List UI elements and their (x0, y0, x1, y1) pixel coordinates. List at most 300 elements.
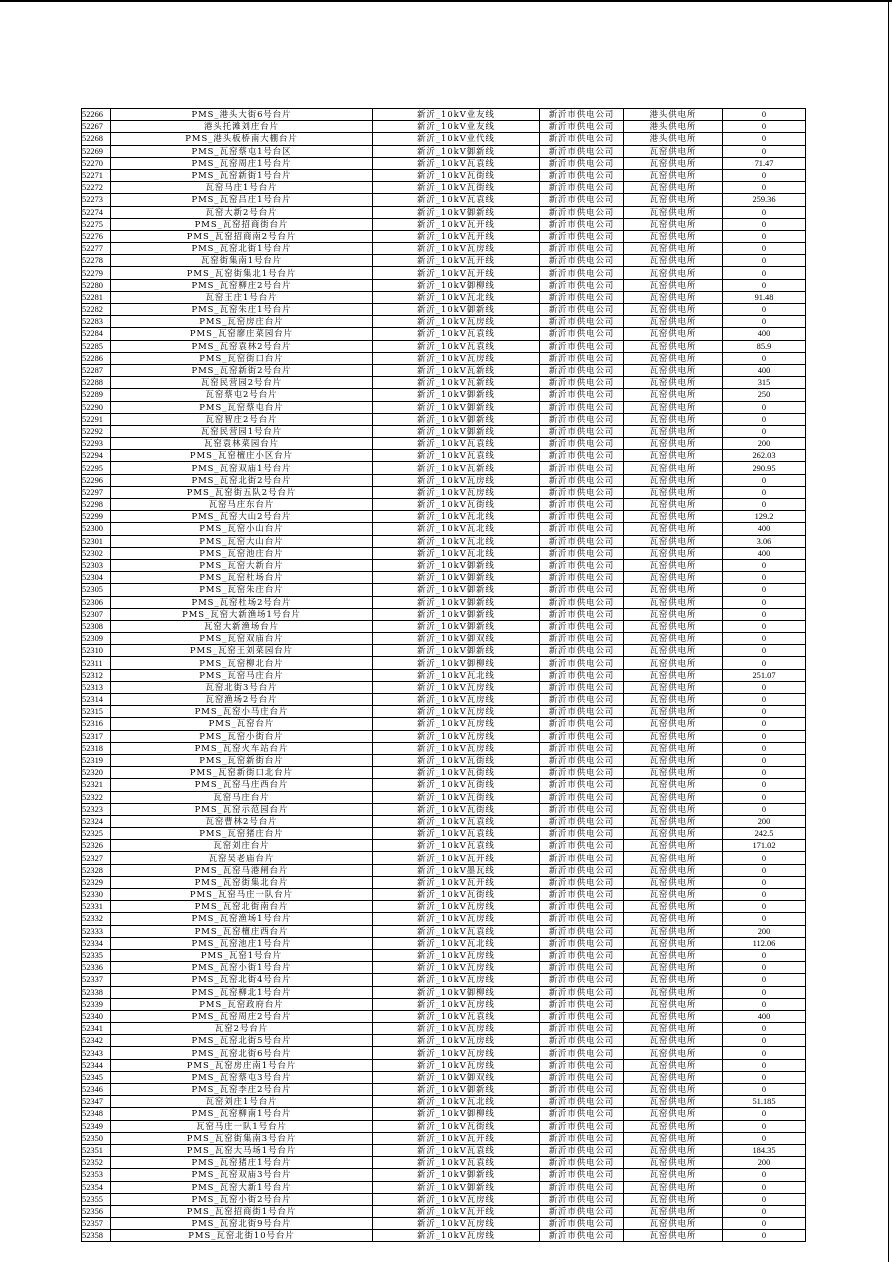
company-cell: 新沂市供电公司 (540, 523, 624, 535)
area-name-cell: PMS_瓦窑房庄南1号台片 (111, 1059, 373, 1071)
value-cell: 0 (723, 267, 806, 279)
value-cell: 0 (723, 633, 806, 645)
station-cell: 瓦窑供电所 (624, 559, 723, 571)
station-cell: 瓦窑供电所 (624, 304, 723, 316)
area-name-cell: PMS_瓦窑台片 (111, 718, 373, 730)
company-cell: 新沂市供电公司 (540, 767, 624, 779)
feeder-line-cell: 新沂_10kV瓦北线 (373, 1096, 540, 1108)
value-cell: 0 (723, 913, 806, 925)
value-cell: 71.47 (723, 157, 806, 169)
row-id-cell: 52311 (82, 657, 111, 669)
feeder-line-cell: 新沂_10kV瓦房线 (373, 718, 540, 730)
area-name-cell: PMS_瓦窑猪庄1号台片 (111, 1157, 373, 1169)
value-cell: 0 (723, 742, 806, 754)
table-row (82, 803, 806, 815)
value-cell: 0 (723, 279, 806, 291)
feeder-line-cell: 新沂_10kV瓦袁线 (373, 438, 540, 450)
company-cell: 新沂市供电公司 (540, 304, 624, 316)
value-cell: 112.06 (723, 937, 806, 949)
row-id-cell: 52308 (82, 620, 111, 632)
area-name-cell: PMS_瓦窑檀庄小区台片 (111, 450, 373, 462)
row-id-cell: 52276 (82, 230, 111, 242)
row-id-cell: 52270 (82, 157, 111, 169)
feeder-line-cell: 新沂_10kV瓦袁线 (373, 1144, 540, 1156)
value-cell: 51.185 (723, 1096, 806, 1108)
value-cell: 259.36 (723, 194, 806, 206)
station-cell: 瓦窑供电所 (624, 547, 723, 559)
company-cell: 新沂市供电公司 (540, 401, 624, 413)
value-cell: 0 (723, 1059, 806, 1071)
station-cell: 瓦窑供电所 (624, 438, 723, 450)
company-cell: 新沂市供电公司 (540, 1230, 624, 1242)
table-row (82, 925, 806, 937)
value-cell: 0 (723, 206, 806, 218)
table-row (82, 828, 806, 840)
area-name-cell: PMS_瓦窑招商街台片 (111, 218, 373, 230)
company-cell: 新沂市供电公司 (540, 194, 624, 206)
table-row (82, 194, 806, 206)
area-name-cell: PMS_瓦窑小马庄台片 (111, 706, 373, 718)
company-cell: 新沂市供电公司 (540, 608, 624, 620)
area-name-cell: PMS_瓦窑柳庄2号台片 (111, 279, 373, 291)
company-cell: 新沂市供电公司 (540, 206, 624, 218)
area-name-cell: PMS_瓦窑新街1号台片 (111, 169, 373, 181)
feeder-line-cell: 新沂_10kV瓦袁线 (373, 450, 540, 462)
value-cell: 0 (723, 486, 806, 498)
value-cell: 0 (723, 620, 806, 632)
area-name-cell: PMS_瓦窑北街2号台片 (111, 474, 373, 486)
value-cell: 200 (723, 1157, 806, 1169)
station-cell: 瓦窑供电所 (624, 377, 723, 389)
value-cell: 0 (723, 255, 806, 267)
value-cell: 0 (723, 1071, 806, 1083)
feeder-line-cell: 新沂_10kV瓦北线 (373, 511, 540, 523)
feeder-line-cell: 新沂_10kV瓦房线 (373, 1023, 540, 1035)
row-id-cell: 52327 (82, 852, 111, 864)
table-row (82, 523, 806, 535)
feeder-line-cell: 新沂_10kV瓦北线 (373, 535, 540, 547)
area-name-cell: PMS_瓦窑袁林2号台片 (111, 340, 373, 352)
company-cell: 新沂市供电公司 (540, 279, 624, 291)
row-id-cell: 52293 (82, 438, 111, 450)
company-cell: 新沂市供电公司 (540, 913, 624, 925)
feeder-line-cell: 新沂_10kV瓦街线 (373, 499, 540, 511)
company-cell: 新沂市供电公司 (540, 169, 624, 181)
station-cell: 瓦窑供电所 (624, 925, 723, 937)
table-row (82, 1169, 806, 1181)
station-cell: 瓦窑供电所 (624, 669, 723, 681)
area-name-cell: 瓦窑智庄2号台片 (111, 413, 373, 425)
area-name-cell: PMS_瓦窑街集北台片 (111, 876, 373, 888)
value-cell: 0 (723, 1205, 806, 1217)
area-name-cell: 瓦窑王庄1号台片 (111, 291, 373, 303)
station-cell: 港头供电所 (624, 133, 723, 145)
feeder-line-cell: 新沂_10kV御双线 (373, 1071, 540, 1083)
station-cell: 瓦窑供电所 (624, 767, 723, 779)
value-cell: 400 (723, 328, 806, 340)
table-row (82, 1132, 806, 1144)
company-cell: 新沂市供电公司 (540, 328, 624, 340)
station-cell: 瓦窑供电所 (624, 681, 723, 693)
station-cell: 瓦窑供电所 (624, 633, 723, 645)
company-cell: 新沂市供电公司 (540, 669, 624, 681)
row-id-cell: 52269 (82, 145, 111, 157)
company-cell: 新沂市供电公司 (540, 291, 624, 303)
company-cell: 新沂市供电公司 (540, 145, 624, 157)
table-row (82, 547, 806, 559)
row-id-cell: 52304 (82, 572, 111, 584)
row-id-cell: 52338 (82, 986, 111, 998)
area-name-cell: 瓦窑袁林菜园台片 (111, 438, 373, 450)
station-cell: 瓦窑供电所 (624, 328, 723, 340)
area-name-cell: PMS_瓦窑北街1号台片 (111, 243, 373, 255)
table-row (82, 206, 806, 218)
row-id-cell: 52288 (82, 377, 111, 389)
station-cell: 瓦窑供电所 (624, 913, 723, 925)
value-cell: 0 (723, 1035, 806, 1047)
feeder-line-cell: 新沂_10kV瓦房线 (373, 1193, 540, 1205)
value-cell: 0 (723, 803, 806, 815)
feeder-line-cell: 新沂_10kV瓦房线 (373, 706, 540, 718)
area-name-cell: PMS_瓦窑街五队2号台片 (111, 486, 373, 498)
company-cell: 新沂市供电公司 (540, 364, 624, 376)
area-name-cell: 瓦窑马庄一队1号台片 (111, 1120, 373, 1132)
feeder-line-cell: 新沂_10kV瓦房线 (373, 998, 540, 1010)
station-cell: 瓦窑供电所 (624, 1205, 723, 1217)
table-row (82, 1144, 806, 1156)
area-name-cell: PMS_瓦窑北街4号台片 (111, 974, 373, 986)
row-id-cell: 52289 (82, 389, 111, 401)
feeder-line-cell: 新沂_10kV瓦开线 (373, 1205, 540, 1217)
row-id-cell: 52279 (82, 267, 111, 279)
area-name-cell: PMS_瓦窑双庙台片 (111, 633, 373, 645)
value-cell: 171.02 (723, 840, 806, 852)
value-cell: 242.5 (723, 828, 806, 840)
company-cell: 新沂市供电公司 (540, 596, 624, 608)
area-name-cell: 瓦窑刘庄台片 (111, 840, 373, 852)
station-cell: 瓦窑供电所 (624, 523, 723, 535)
table-row (82, 474, 806, 486)
feeder-line-cell: 新沂_10kV御新线 (373, 572, 540, 584)
value-cell: 0 (723, 706, 806, 718)
station-cell: 瓦窑供电所 (624, 450, 723, 462)
row-id-cell: 52332 (82, 913, 111, 925)
area-name-cell: PMS_瓦窑蔡屯1号台区 (111, 145, 373, 157)
station-cell: 瓦窑供电所 (624, 949, 723, 961)
value-cell: 0 (723, 730, 806, 742)
feeder-line-cell: 新沂_10kV业友线 (373, 121, 540, 133)
table-row (82, 645, 806, 657)
station-cell: 瓦窑供电所 (624, 230, 723, 242)
feeder-line-cell: 新沂_10kV御新线 (373, 608, 540, 620)
table-row (82, 767, 806, 779)
station-cell: 瓦窑供电所 (624, 194, 723, 206)
station-cell: 瓦窑供电所 (624, 596, 723, 608)
table-row (82, 109, 806, 121)
area-name-cell: PMS_瓦窑池庄1号台片 (111, 937, 373, 949)
company-cell: 新沂市供电公司 (540, 949, 624, 961)
row-id-cell: 52345 (82, 1071, 111, 1083)
station-cell: 瓦窑供电所 (624, 791, 723, 803)
area-name-cell: PMS_瓦窑周庄2号台片 (111, 1010, 373, 1022)
station-cell: 瓦窑供电所 (624, 218, 723, 230)
row-id-cell: 52326 (82, 840, 111, 852)
feeder-line-cell: 新沂_10kV瓦袁线 (373, 840, 540, 852)
station-cell: 瓦窑供电所 (624, 169, 723, 181)
feeder-line-cell: 新沂_10kV御新线 (373, 584, 540, 596)
area-name-cell: PMS_港头板桥南大棚台片 (111, 133, 373, 145)
table-row (82, 1035, 806, 1047)
feeder-line-cell: 新沂_10kV瓦开线 (373, 230, 540, 242)
table-row (82, 754, 806, 766)
feeder-line-cell: 新沂_10kV瓦房线 (373, 901, 540, 913)
feeder-line-cell: 新沂_10kV御双线 (373, 633, 540, 645)
table-row (82, 121, 806, 133)
value-cell: 0 (723, 243, 806, 255)
row-id-cell: 52283 (82, 316, 111, 328)
value-cell: 184.35 (723, 1144, 806, 1156)
company-cell: 新沂市供电公司 (540, 779, 624, 791)
row-id-cell: 52342 (82, 1035, 111, 1047)
row-id-cell: 52328 (82, 864, 111, 876)
table-row (82, 182, 806, 194)
company-cell: 新沂市供电公司 (540, 986, 624, 998)
area-name-cell: 瓦窑马庄1号台片 (111, 182, 373, 194)
value-cell: 0 (723, 718, 806, 730)
feeder-line-cell: 新沂_10kV御新线 (373, 304, 540, 316)
company-cell: 新沂市供电公司 (540, 267, 624, 279)
area-name-cell: PMS_瓦窑1号台片 (111, 949, 373, 961)
company-cell: 新沂市供电公司 (540, 962, 624, 974)
table-row (82, 572, 806, 584)
area-name-cell: PMS_港头大街6号台片 (111, 109, 373, 121)
value-cell: 400 (723, 547, 806, 559)
row-id-cell: 52302 (82, 547, 111, 559)
value-cell: 0 (723, 425, 806, 437)
table-row (82, 742, 806, 754)
company-cell: 新沂市供电公司 (540, 681, 624, 693)
company-cell: 新沂市供电公司 (540, 828, 624, 840)
area-name-cell: PMS_瓦窑双庙1号台片 (111, 462, 373, 474)
feeder-line-cell: 新沂_10kV御新线 (373, 596, 540, 608)
company-cell: 新沂市供电公司 (540, 1144, 624, 1156)
right-border-line (888, 0, 889, 1262)
value-cell: 0 (723, 584, 806, 596)
row-id-cell: 52336 (82, 962, 111, 974)
value-cell: 0 (723, 218, 806, 230)
area-name-cell: PMS_瓦窑街集北1号台片 (111, 267, 373, 279)
feeder-line-cell: 新沂_10kV御新线 (373, 413, 540, 425)
station-cell: 瓦窑供电所 (624, 291, 723, 303)
station-cell: 瓦窑供电所 (624, 889, 723, 901)
station-cell: 瓦窑供电所 (624, 998, 723, 1010)
area-name-cell: PMS_瓦窑柳南1号台片 (111, 1108, 373, 1120)
company-cell: 新沂市供电公司 (540, 255, 624, 267)
area-name-cell: 瓦窑曹林2号台片 (111, 815, 373, 827)
row-id-cell: 52278 (82, 255, 111, 267)
value-cell: 0 (723, 559, 806, 571)
area-name-cell: PMS_瓦窑蔡屯3号台片 (111, 1071, 373, 1083)
table-row (82, 1108, 806, 1120)
row-id-cell: 52300 (82, 523, 111, 535)
table-row (82, 499, 806, 511)
area-name-cell: 瓦窑吴老庙台片 (111, 852, 373, 864)
table-row (82, 1084, 806, 1096)
row-id-cell: 52274 (82, 206, 111, 218)
row-id-cell: 52318 (82, 742, 111, 754)
table-row (82, 1010, 806, 1022)
feeder-line-cell: 新沂_10kV瓦街线 (373, 767, 540, 779)
row-id-cell: 52271 (82, 169, 111, 181)
row-id-cell: 52358 (82, 1230, 111, 1242)
row-id-cell: 52331 (82, 901, 111, 913)
table-row (82, 377, 806, 389)
feeder-line-cell: 新沂_10kV御新线 (373, 645, 540, 657)
table-row (82, 243, 806, 255)
station-cell: 瓦窑供电所 (624, 474, 723, 486)
table-row (82, 706, 806, 718)
row-id-cell: 52272 (82, 182, 111, 194)
row-id-cell: 52295 (82, 462, 111, 474)
table-row (82, 998, 806, 1010)
table-row (82, 791, 806, 803)
row-id-cell: 52301 (82, 535, 111, 547)
feeder-line-cell: 新沂_10kV御新线 (373, 389, 540, 401)
area-name-cell: 瓦窑大新渔场台片 (111, 620, 373, 632)
table-row (82, 596, 806, 608)
value-cell: 0 (723, 864, 806, 876)
feeder-line-cell: 新沂_10kV业友线 (373, 109, 540, 121)
table-row (82, 1218, 806, 1230)
station-cell: 瓦窑供电所 (624, 316, 723, 328)
feeder-line-cell: 新沂_10kV御新线 (373, 1181, 540, 1193)
area-name-cell: PMS_瓦窑街口台片 (111, 352, 373, 364)
value-cell: 0 (723, 316, 806, 328)
row-id-cell: 52314 (82, 694, 111, 706)
station-cell: 瓦窑供电所 (624, 425, 723, 437)
area-name-cell: PMS_瓦窑吕庄1号台片 (111, 194, 373, 206)
station-cell: 瓦窑供电所 (624, 1181, 723, 1193)
table-row (82, 864, 806, 876)
station-cell: 瓦窑供电所 (624, 730, 723, 742)
station-cell: 瓦窑供电所 (624, 255, 723, 267)
row-id-cell: 52320 (82, 767, 111, 779)
station-cell: 瓦窑供电所 (624, 267, 723, 279)
station-cell: 瓦窑供电所 (624, 1193, 723, 1205)
row-id-cell: 52303 (82, 559, 111, 571)
value-cell: 0 (723, 986, 806, 998)
feeder-line-cell: 新沂_10kV瓦房线 (373, 974, 540, 986)
row-id-cell: 52273 (82, 194, 111, 206)
company-cell: 新沂市供电公司 (540, 657, 624, 669)
area-name-cell: PMS_瓦窑政府台片 (111, 998, 373, 1010)
station-cell: 瓦窑供电所 (624, 364, 723, 376)
station-cell: 瓦窑供电所 (624, 1035, 723, 1047)
table-row (82, 1071, 806, 1083)
table-row (82, 413, 806, 425)
area-name-cell: PMS_瓦窑火车站台片 (111, 742, 373, 754)
area-name-cell: PMS_瓦窑柳北台片 (111, 657, 373, 669)
table-row (82, 889, 806, 901)
table-row (82, 462, 806, 474)
company-cell: 新沂市供电公司 (540, 1132, 624, 1144)
feeder-line-cell: 新沂_10kV瓦街线 (373, 889, 540, 901)
table-row (82, 486, 806, 498)
row-id-cell: 52354 (82, 1181, 111, 1193)
station-cell: 瓦窑供电所 (624, 718, 723, 730)
row-id-cell: 52349 (82, 1120, 111, 1132)
table-row (82, 316, 806, 328)
table-row (82, 157, 806, 169)
row-id-cell: 52315 (82, 706, 111, 718)
company-cell: 新沂市供电公司 (540, 377, 624, 389)
area-name-cell: 瓦窑渔场2号台片 (111, 694, 373, 706)
station-cell: 瓦窑供电所 (624, 413, 723, 425)
row-id-cell: 52337 (82, 974, 111, 986)
station-cell: 瓦窑供电所 (624, 937, 723, 949)
area-name-cell: PMS_瓦窑大山2号台片 (111, 511, 373, 523)
feeder-line-cell: 新沂_10kV瓦开线 (373, 218, 540, 230)
table-row (82, 133, 806, 145)
table-row (82, 559, 806, 571)
row-id-cell: 52325 (82, 828, 111, 840)
station-cell: 瓦窑供电所 (624, 620, 723, 632)
station-cell: 瓦窑供电所 (624, 864, 723, 876)
station-cell: 瓦窑供电所 (624, 754, 723, 766)
row-id-cell: 52287 (82, 364, 111, 376)
feeder-line-cell: 新沂_10kV瓦房线 (373, 962, 540, 974)
table-row (82, 937, 806, 949)
area-name-cell: 港头托滩刘庄台片 (111, 121, 373, 133)
area-name-cell: 瓦窑民营园2号台片 (111, 377, 373, 389)
company-cell: 新沂市供电公司 (540, 389, 624, 401)
area-name-cell: PMS_瓦窑蔡屯台片 (111, 401, 373, 413)
feeder-line-cell: 新沂_10kV瓦袁线 (373, 328, 540, 340)
station-cell: 瓦窑供电所 (624, 815, 723, 827)
feeder-line-cell: 新沂_10kV瓦新线 (373, 462, 540, 474)
company-cell: 新沂市供电公司 (540, 535, 624, 547)
value-cell: 0 (723, 401, 806, 413)
company-cell: 新沂市供电公司 (540, 218, 624, 230)
table-row (82, 608, 806, 620)
feeder-line-cell: 新沂_10kV御新线 (373, 401, 540, 413)
company-cell: 新沂市供电公司 (540, 584, 624, 596)
station-cell: 瓦窑供电所 (624, 962, 723, 974)
company-cell: 新沂市供电公司 (540, 876, 624, 888)
row-id-cell: 52291 (82, 413, 111, 425)
table-row (82, 986, 806, 998)
feeder-line-cell: 新沂_10kV瓦房线 (373, 949, 540, 961)
row-id-cell: 52305 (82, 584, 111, 596)
station-cell: 港头供电所 (624, 121, 723, 133)
feeder-line-cell: 新沂_10kV瓦袁线 (373, 925, 540, 937)
feeder-line-cell: 新沂_10kV御柳线 (373, 657, 540, 669)
company-cell: 新沂市供电公司 (540, 462, 624, 474)
station-cell: 瓦窑供电所 (624, 974, 723, 986)
company-cell: 新沂市供电公司 (540, 974, 624, 986)
station-cell: 瓦窑供电所 (624, 1084, 723, 1096)
row-id-cell: 52268 (82, 133, 111, 145)
area-name-cell: PMS_瓦窑李庄2号台片 (111, 1084, 373, 1096)
station-cell: 瓦窑供电所 (624, 584, 723, 596)
feeder-line-cell: 新沂_10kV瓦房线 (373, 474, 540, 486)
station-cell: 瓦窑供电所 (624, 1120, 723, 1132)
feeder-line-cell: 新沂_10kV瓦房线 (373, 694, 540, 706)
value-cell: 0 (723, 182, 806, 194)
feeder-line-cell: 新沂_10kV瓦街线 (373, 1120, 540, 1132)
station-cell: 瓦窑供电所 (624, 803, 723, 815)
row-id-cell: 52316 (82, 718, 111, 730)
